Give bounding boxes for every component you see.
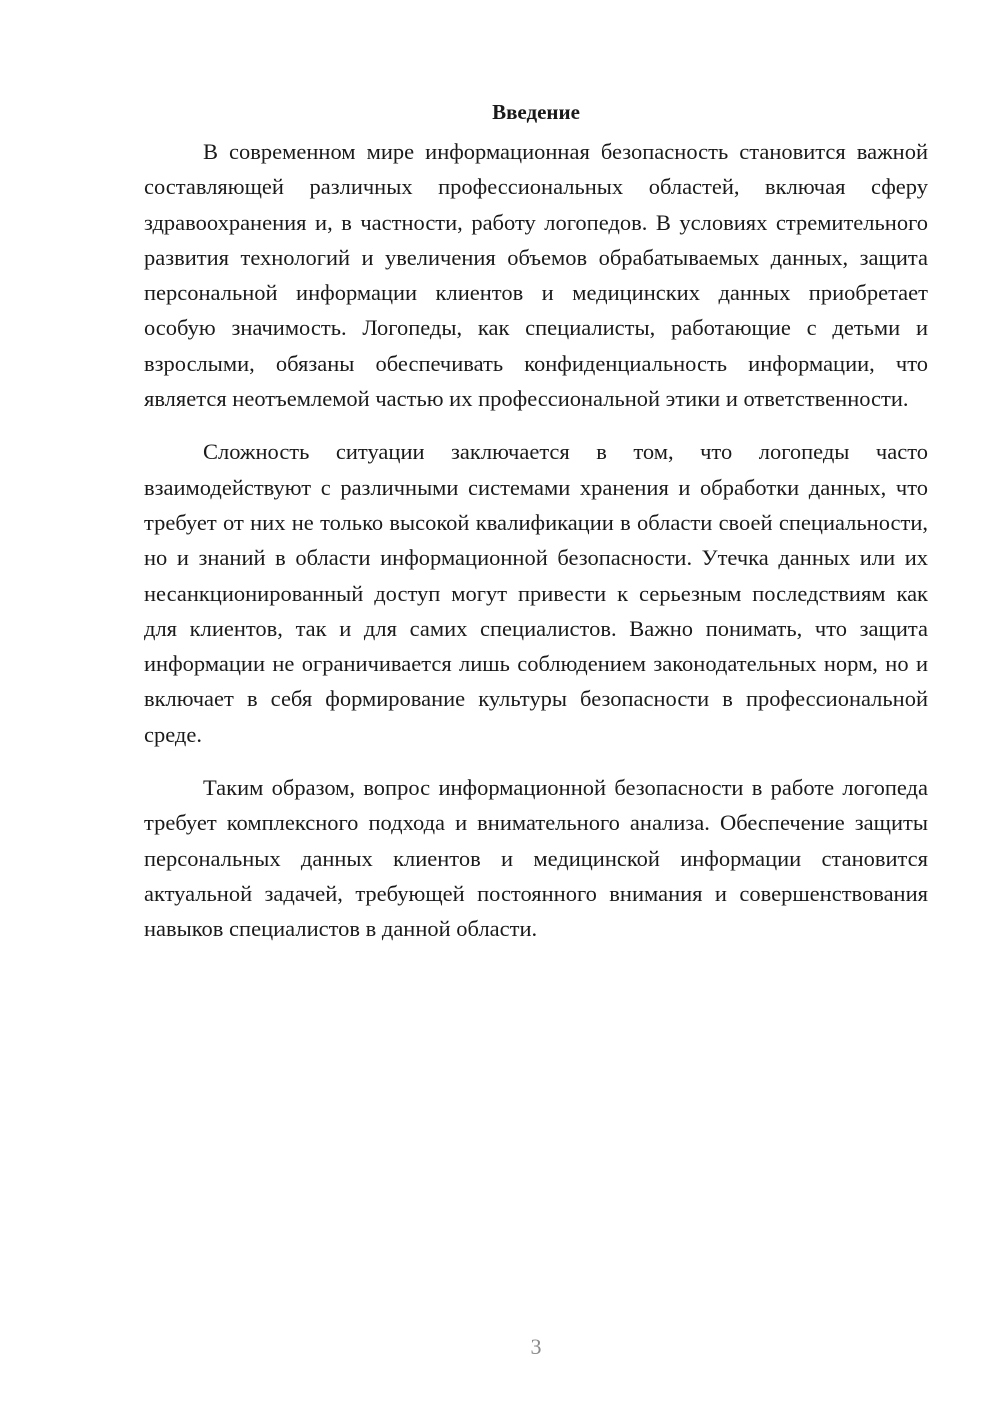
page-content xyxy=(144,98,928,965)
paragraph-1: В современном мире информационная безопасность становится важной составляющей различных профессиональных областей, включая сферу здравоохранения и, в частности, работу логопедов. В условиях стремительного развития технологий и увеличения объемов обрабатываемых данных, защита персональной информации клиентов и медицинских данных приобретает особую значимость. Логопеды, как специалисты, работающие с детьми и взрослыми, обязаны обеспечивать конфиденциальность информации, что является неотъемлемой частью их профессиональной этики и ответственности. xyxy=(144,139,928,412)
section-heading: Введение xyxy=(492,100,580,124)
paragraph-3: Таким образом, вопрос информационной безопасности в работе логопеда требует комплексного подхода и внимательного анализа. Обеспечение защиты персональных данных клиентов и медицинской информации становится актуальной задачей, требующей постоянного внимания и совершенствования навыков специалистов в данной области. xyxy=(144,775,928,942)
page-number: 3 xyxy=(530,1334,542,1359)
paragraph-2: Сложность ситуации заключается в том, что логопеды часто взаимодействуют с различными системами хранения и обработки данных, что требует от них не только высокой квалификации в области своей специальности, но и знаний в области информационной безопасности. Утечка данных или их несанкционированный доступ могут привести к серьезным последствиям как для клиентов, так и для самих специалистов. Важно понимать, что защита информации не ограничивается лишь соблюдением законодательных норм, но и включает в себя формирование культуры безопасности в профессиональной среде. xyxy=(144,439,928,747)
